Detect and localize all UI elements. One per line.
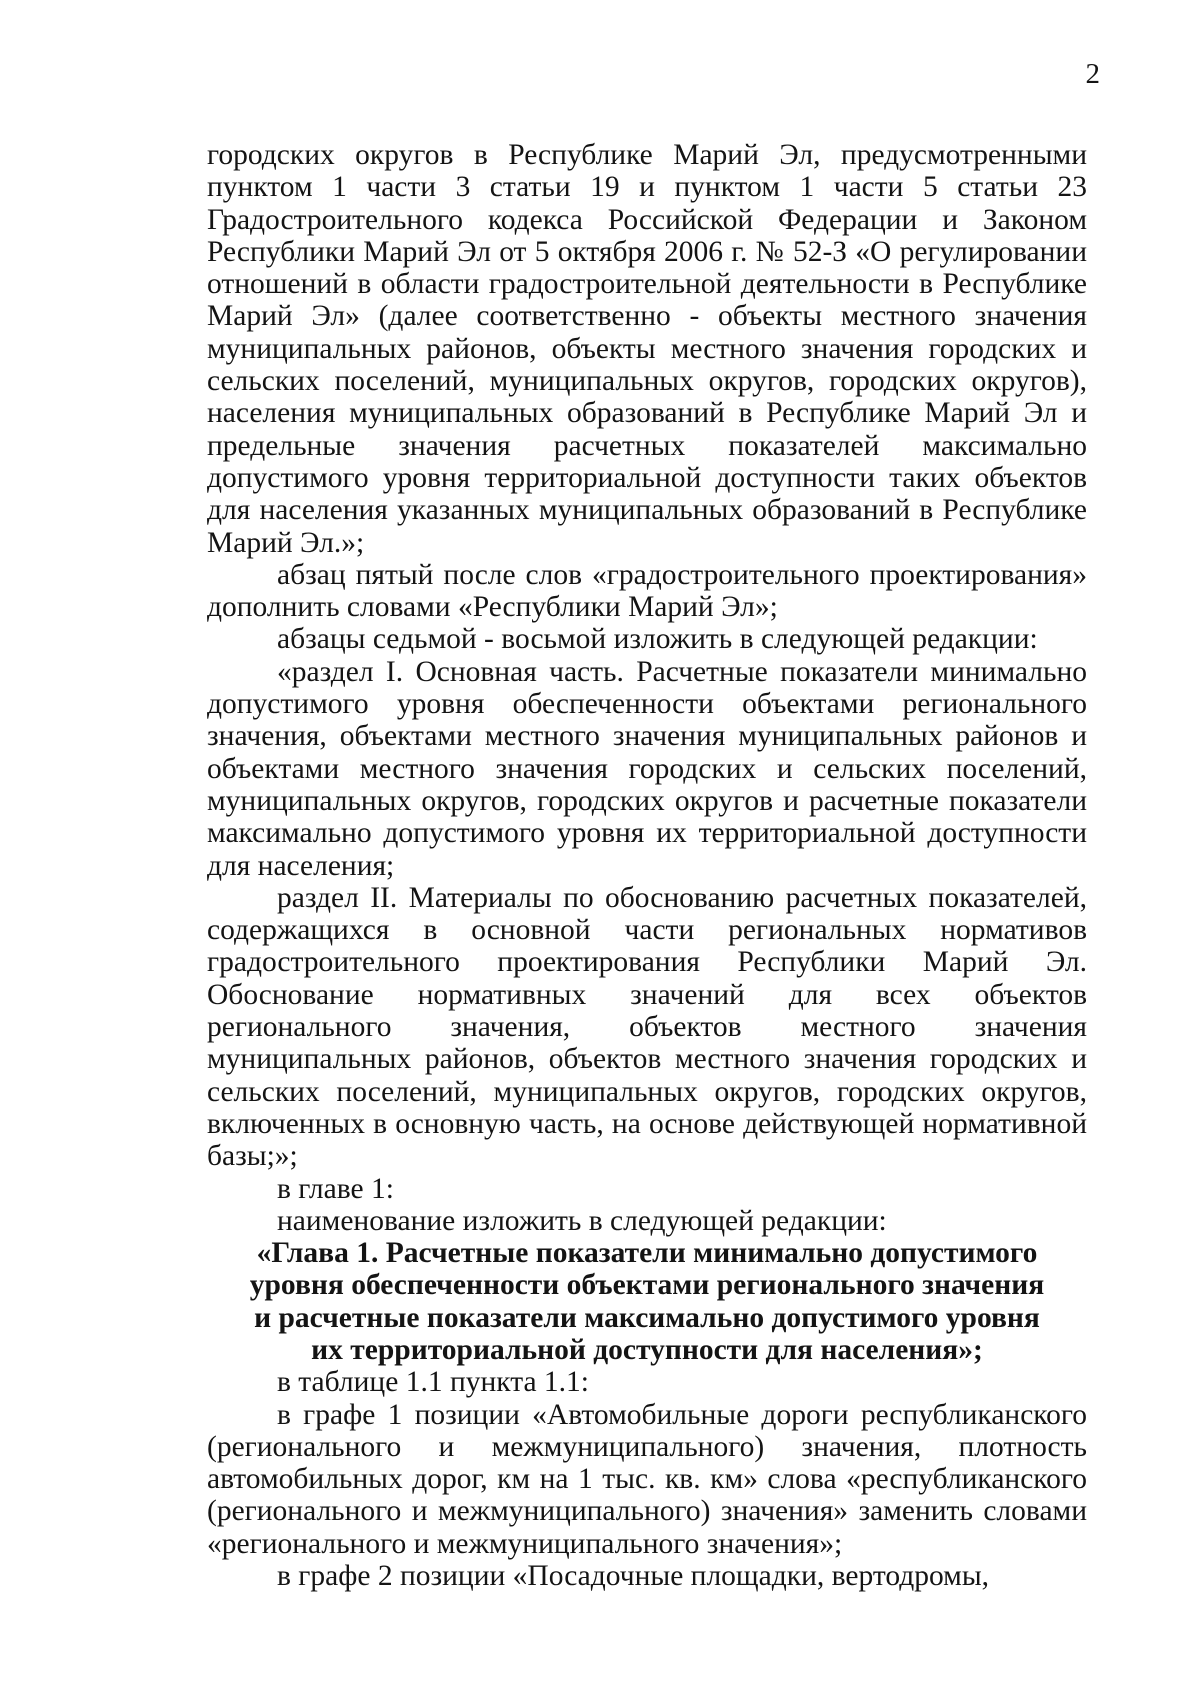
paragraph-section-two: раздел II. Материалы по обоснованию расчетных показателей, содержащихся в основной части региональных нормативов градостроительного проектирования Республики Марий Эл. Обоснование нормативных значений для всех объектов регионального значения, объектов местного значения муниципальных районов, объектов местного значения городских и сельских поселений, муниципальных округов, городских округов, включенных в основную часть, на основе действующей нормативной базы;»;	[207, 881, 1087, 1173]
paragraph-abzac-five: абзац пятый после слов «градостроительного проектирования» дополнить словами «Республики Марий Эл»;	[207, 558, 1087, 624]
paragraph-table-intro: в таблице 1.1 пункта 1.1:	[277, 1366, 589, 1399]
paragraph-column-two: в графе 2 позиции «Посадочные площадки, вертодромы,	[277, 1560, 990, 1593]
paragraph-continuation: городских округов в Республике Марий Эл, предусмотренными пунктом 1 части 3 статьи 19 и пунктом 1 части 5 статьи 23 Градостроительного кодекса Российской Федерации и Законом Республики Марий Эл от 5 октября 2006 г. № 52-З «О регулировании отношений в области градостроительной деятельности в Республике Марий Эл» (далее соответственно - объекты местного значения муниципальных районов, объекты местного значения городских и сельских поселений, муниципальных округов, городских округов), населения муниципальных образований в Республике Марий Эл и предельные значения расчетных показателей максимально допустимого уровня территориальной доступности таких объектов для населения указанных муниципальных образований в Республике Марий Эл.»;	[207, 139, 1087, 559]
paragraph-abzac-seven-eight: абзацы седьмой - восьмой изложить в следующей редакции:	[277, 623, 1038, 656]
chapter-heading: «Глава 1. Расчетные показатели минимально допустимого уровня обеспеченности объектами регионального значения и расчетные показатели максимально допустимого уровня их территориальной доступности для населения»;	[249, 1237, 1045, 1366]
paragraph-chapter-one-intro: в главе 1:	[277, 1172, 394, 1205]
page-number: 2	[1085, 58, 1100, 90]
paragraph-name-change: наименование изложить в следующей редакции:	[277, 1204, 887, 1237]
document-body	[207, 139, 1087, 1592]
paragraph-section-one: «раздел I. Основная часть. Расчетные показатели минимально допустимого уровня обеспеченности объектами регионального значения, объектами местного значения муниципальных районов и объектами местного значения городских и сельских поселений, муниципальных округов, городских округов и расчетные показатели максимально допустимого уровня их территориальной доступности для населения;	[207, 655, 1087, 882]
paragraph-column-one: в графе 1 позиции «Автомобильные дороги республиканского (регионального и межмуниципального) значения, плотность автомобильных дорог, км на 1 тыс. кв. км» слова «республиканского (регионального и межмуниципального) значения» заменить словами «регионального и межмуниципального значения»;	[207, 1398, 1087, 1560]
